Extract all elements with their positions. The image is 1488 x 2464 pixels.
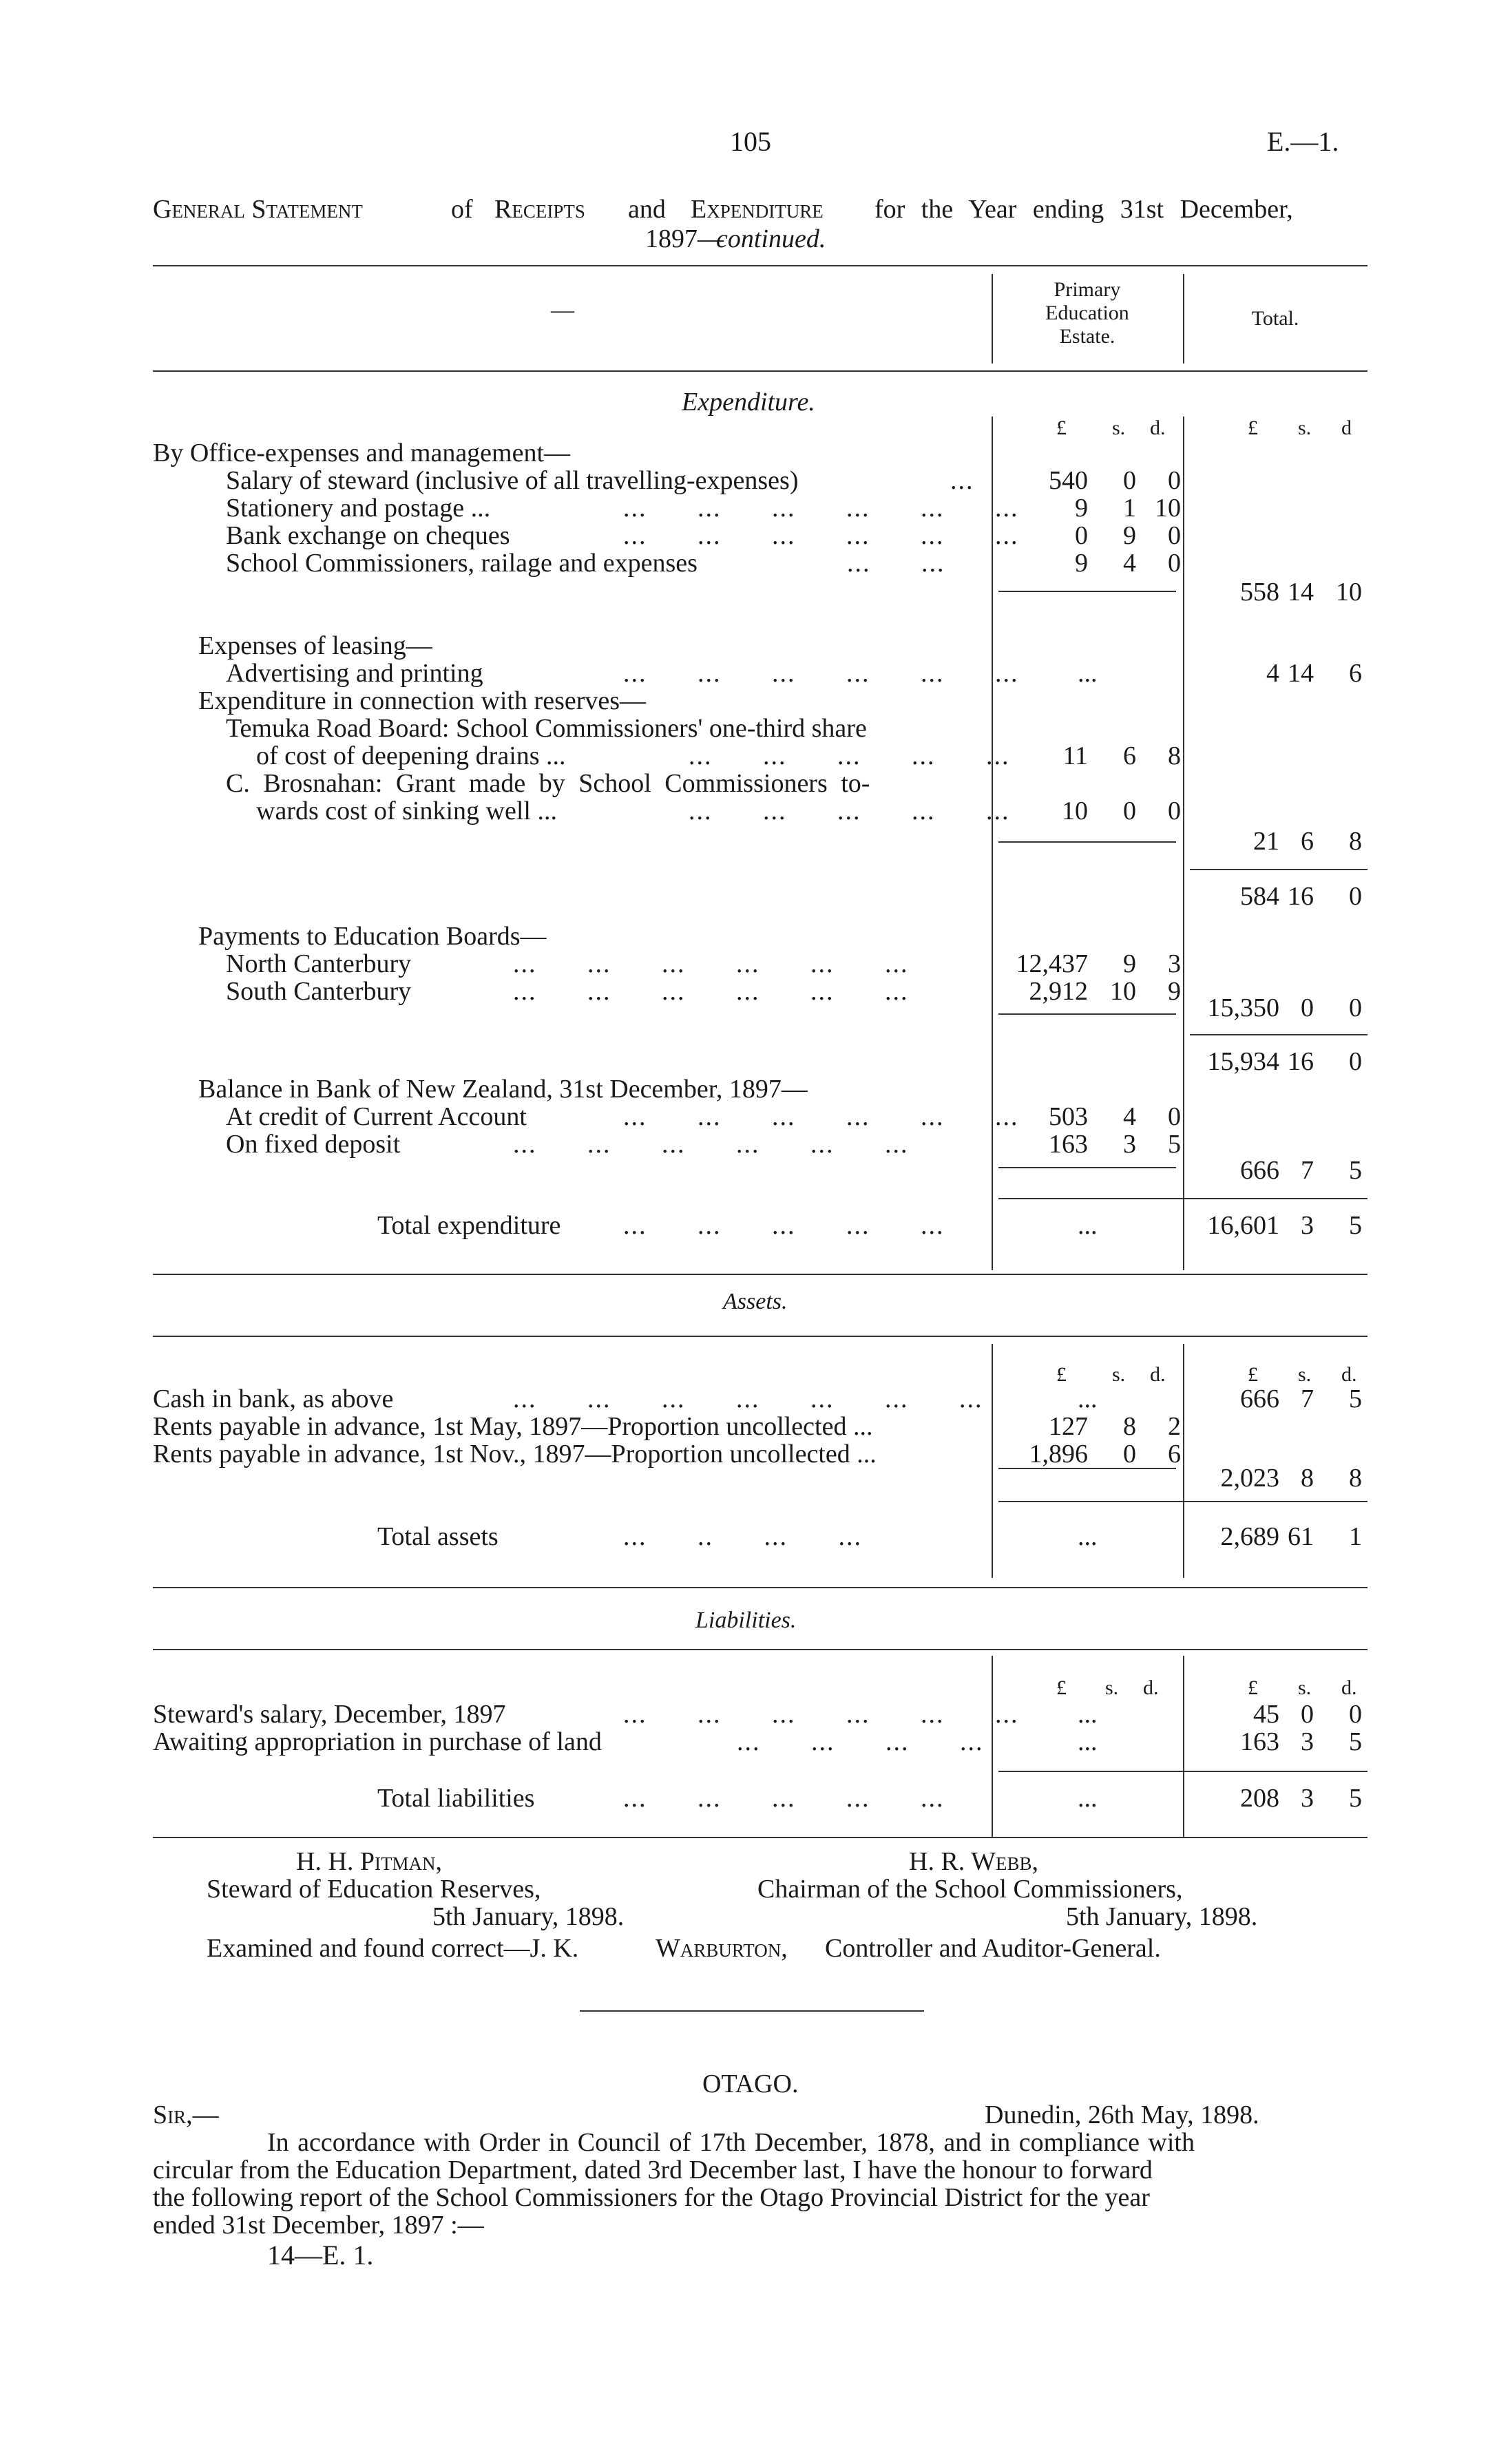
liab-unit-total-s: s. [1298, 1676, 1312, 1699]
page-code: E.—1. [1267, 126, 1339, 157]
temuka-line1: Temuka Road Board: School Commissioners' one-third share [226, 714, 867, 743]
assets-unit-total-d: d. [1341, 1363, 1357, 1386]
page-number: 105 [730, 126, 771, 157]
assets-unit-d: d. [1150, 1363, 1166, 1386]
unit-total-d: d [1341, 417, 1352, 439]
total-liabilities-blank: ... [1078, 1784, 1098, 1813]
title-receipts: Receipts [494, 195, 585, 224]
otago-paragraph-line: circular from the Education Department, dated 3rd December last, I have the honour to forward [153, 2156, 1153, 2184]
liab-unit-total-pound: £ [1248, 1676, 1258, 1699]
boards-heading: Payments to Education Boards— [198, 922, 547, 951]
signature-left-date: 5th January, 1898. [432, 1902, 625, 1931]
brosnahan-line2: wards cost of sinking well ... [256, 797, 557, 825]
liab-unit-pound: £ [1056, 1676, 1067, 1699]
otago-salutation: Sir,— [153, 2100, 219, 2129]
otago-paragraph-line: the following report of the School Commissioners for the Otago Provincial District for the year [153, 2183, 1150, 2212]
otago-place-date: Dunedin, 26th May, 1898. [985, 2100, 1259, 2129]
office-item-label: Bank exchange on cheques [226, 521, 510, 550]
column-primary-line1: Primary [1054, 278, 1121, 301]
title-1897: 1897— [645, 224, 724, 253]
asset-label: Rents payable in advance, 1st Nov., 1897—Proportion uncollected ... [153, 1440, 877, 1468]
leasing-blank: ... [1078, 659, 1098, 688]
title-of: of [451, 195, 473, 224]
brosnahan-line1: C. Brosnahan: Grant made by School Commissioners to- [226, 769, 870, 798]
otago-paragraph-line: In accordance with Order in Council of 17th December, 1878, and in compliance with [267, 2128, 1195, 2157]
assets-unit-total-s: s. [1298, 1363, 1312, 1386]
column-total-header: Total. [1251, 307, 1299, 330]
temuka-line2: of cost of deepening drains ... [256, 741, 566, 770]
signature-right-name: H. R. Webb, [909, 1847, 1038, 1876]
leasing-heading: Expenses of leasing— [198, 631, 432, 660]
balance-heading: Balance in Bank of New Zealand, 31st December, 1897— [198, 1075, 808, 1104]
total-liabilities-label: Total liabilities [377, 1784, 535, 1813]
liability-label: Awaiting appropriation in purchase of land [153, 1727, 602, 1756]
liability-blank: ... [1078, 1700, 1098, 1729]
column-blank-header: — [551, 297, 574, 323]
balance-label: At credit of Current Account [226, 1102, 527, 1131]
title-and: and [628, 195, 666, 224]
office-expenses-heading: By Office-expenses and management— [153, 439, 571, 467]
otago-paragraph-line: ended 31st December, 1897 :— [153, 2211, 484, 2240]
asset-cash-blank: ... [1078, 1384, 1098, 1413]
liab-unit-total-d: d. [1341, 1676, 1357, 1699]
page-footer-code: 14—E. 1. [267, 2240, 374, 2271]
liab-unit-s: s. [1105, 1676, 1119, 1699]
board-label: North Canterbury [226, 949, 412, 978]
examined-role: Controller and Auditor-General. [825, 1934, 1161, 1963]
examined-auditor: Warburton, [656, 1934, 788, 1963]
liabilities-heading: Liabilities. [695, 1608, 797, 1633]
asset-label: Rents payable in advance, 1st May, 1897—Proportion uncollected ... [153, 1412, 873, 1441]
office-item-label: School Commissioners, railage and expenses [226, 549, 698, 578]
assets-unit-total-pound: £ [1248, 1363, 1258, 1386]
liability-label: Steward's salary, December, 1897 [153, 1700, 506, 1729]
unit-d: d. [1150, 417, 1166, 439]
unit-s: s. [1112, 417, 1126, 439]
otago-heading: OTAGO. [702, 2070, 799, 2098]
unit-total-s: s. [1298, 417, 1312, 439]
total-expenditure-label: Total expenditure [377, 1211, 561, 1240]
title-general-statement: General Statement [153, 195, 363, 224]
column-primary-line3: Estate. [1059, 325, 1115, 348]
title-expenditure: Expenditure [691, 195, 824, 224]
unit-total-pound: £ [1248, 417, 1258, 439]
signature-left-name: H. H. Pitman, [296, 1847, 443, 1876]
balance-label: On fixed deposit [226, 1130, 401, 1159]
board-label: South Canterbury [226, 977, 412, 1006]
signature-right-title: Chairman of the School Commissioners, [757, 1875, 1183, 1904]
office-item-label: Salary of steward (inclusive of all travelling-expenses) [226, 466, 799, 495]
assets-unit-s: s. [1112, 1363, 1126, 1386]
total-expenditure-blank: ... [1078, 1211, 1098, 1240]
leasing-item: Advertising and printing [226, 659, 483, 688]
title-continued: continued. [716, 224, 826, 253]
assets-unit-pound: £ [1056, 1363, 1067, 1386]
assets-heading: Assets. [723, 1289, 788, 1314]
total-assets-label: Total assets [377, 1522, 499, 1551]
column-primary-line2: Education [1045, 302, 1129, 324]
signature-left-title: Steward of Education Reserves, [207, 1875, 541, 1904]
title-year-ending: for the Year ending 31st December, [874, 195, 1293, 224]
office-item-label: Stationery and postage ... [226, 494, 491, 523]
signature-right-date: 5th January, 1898. [1066, 1902, 1258, 1931]
liability-blank: ... [1078, 1727, 1098, 1756]
total-assets-blank: ... [1078, 1522, 1098, 1551]
examined-text: Examined and found correct—J. K. [207, 1934, 579, 1963]
reserves-heading: Expenditure in connection with reserves— [198, 686, 647, 715]
asset-label: Cash in bank, as above [153, 1384, 394, 1413]
liab-unit-d: d. [1143, 1676, 1159, 1699]
unit-pound: £ [1056, 417, 1067, 439]
expenditure-heading: Expenditure. [682, 388, 815, 417]
